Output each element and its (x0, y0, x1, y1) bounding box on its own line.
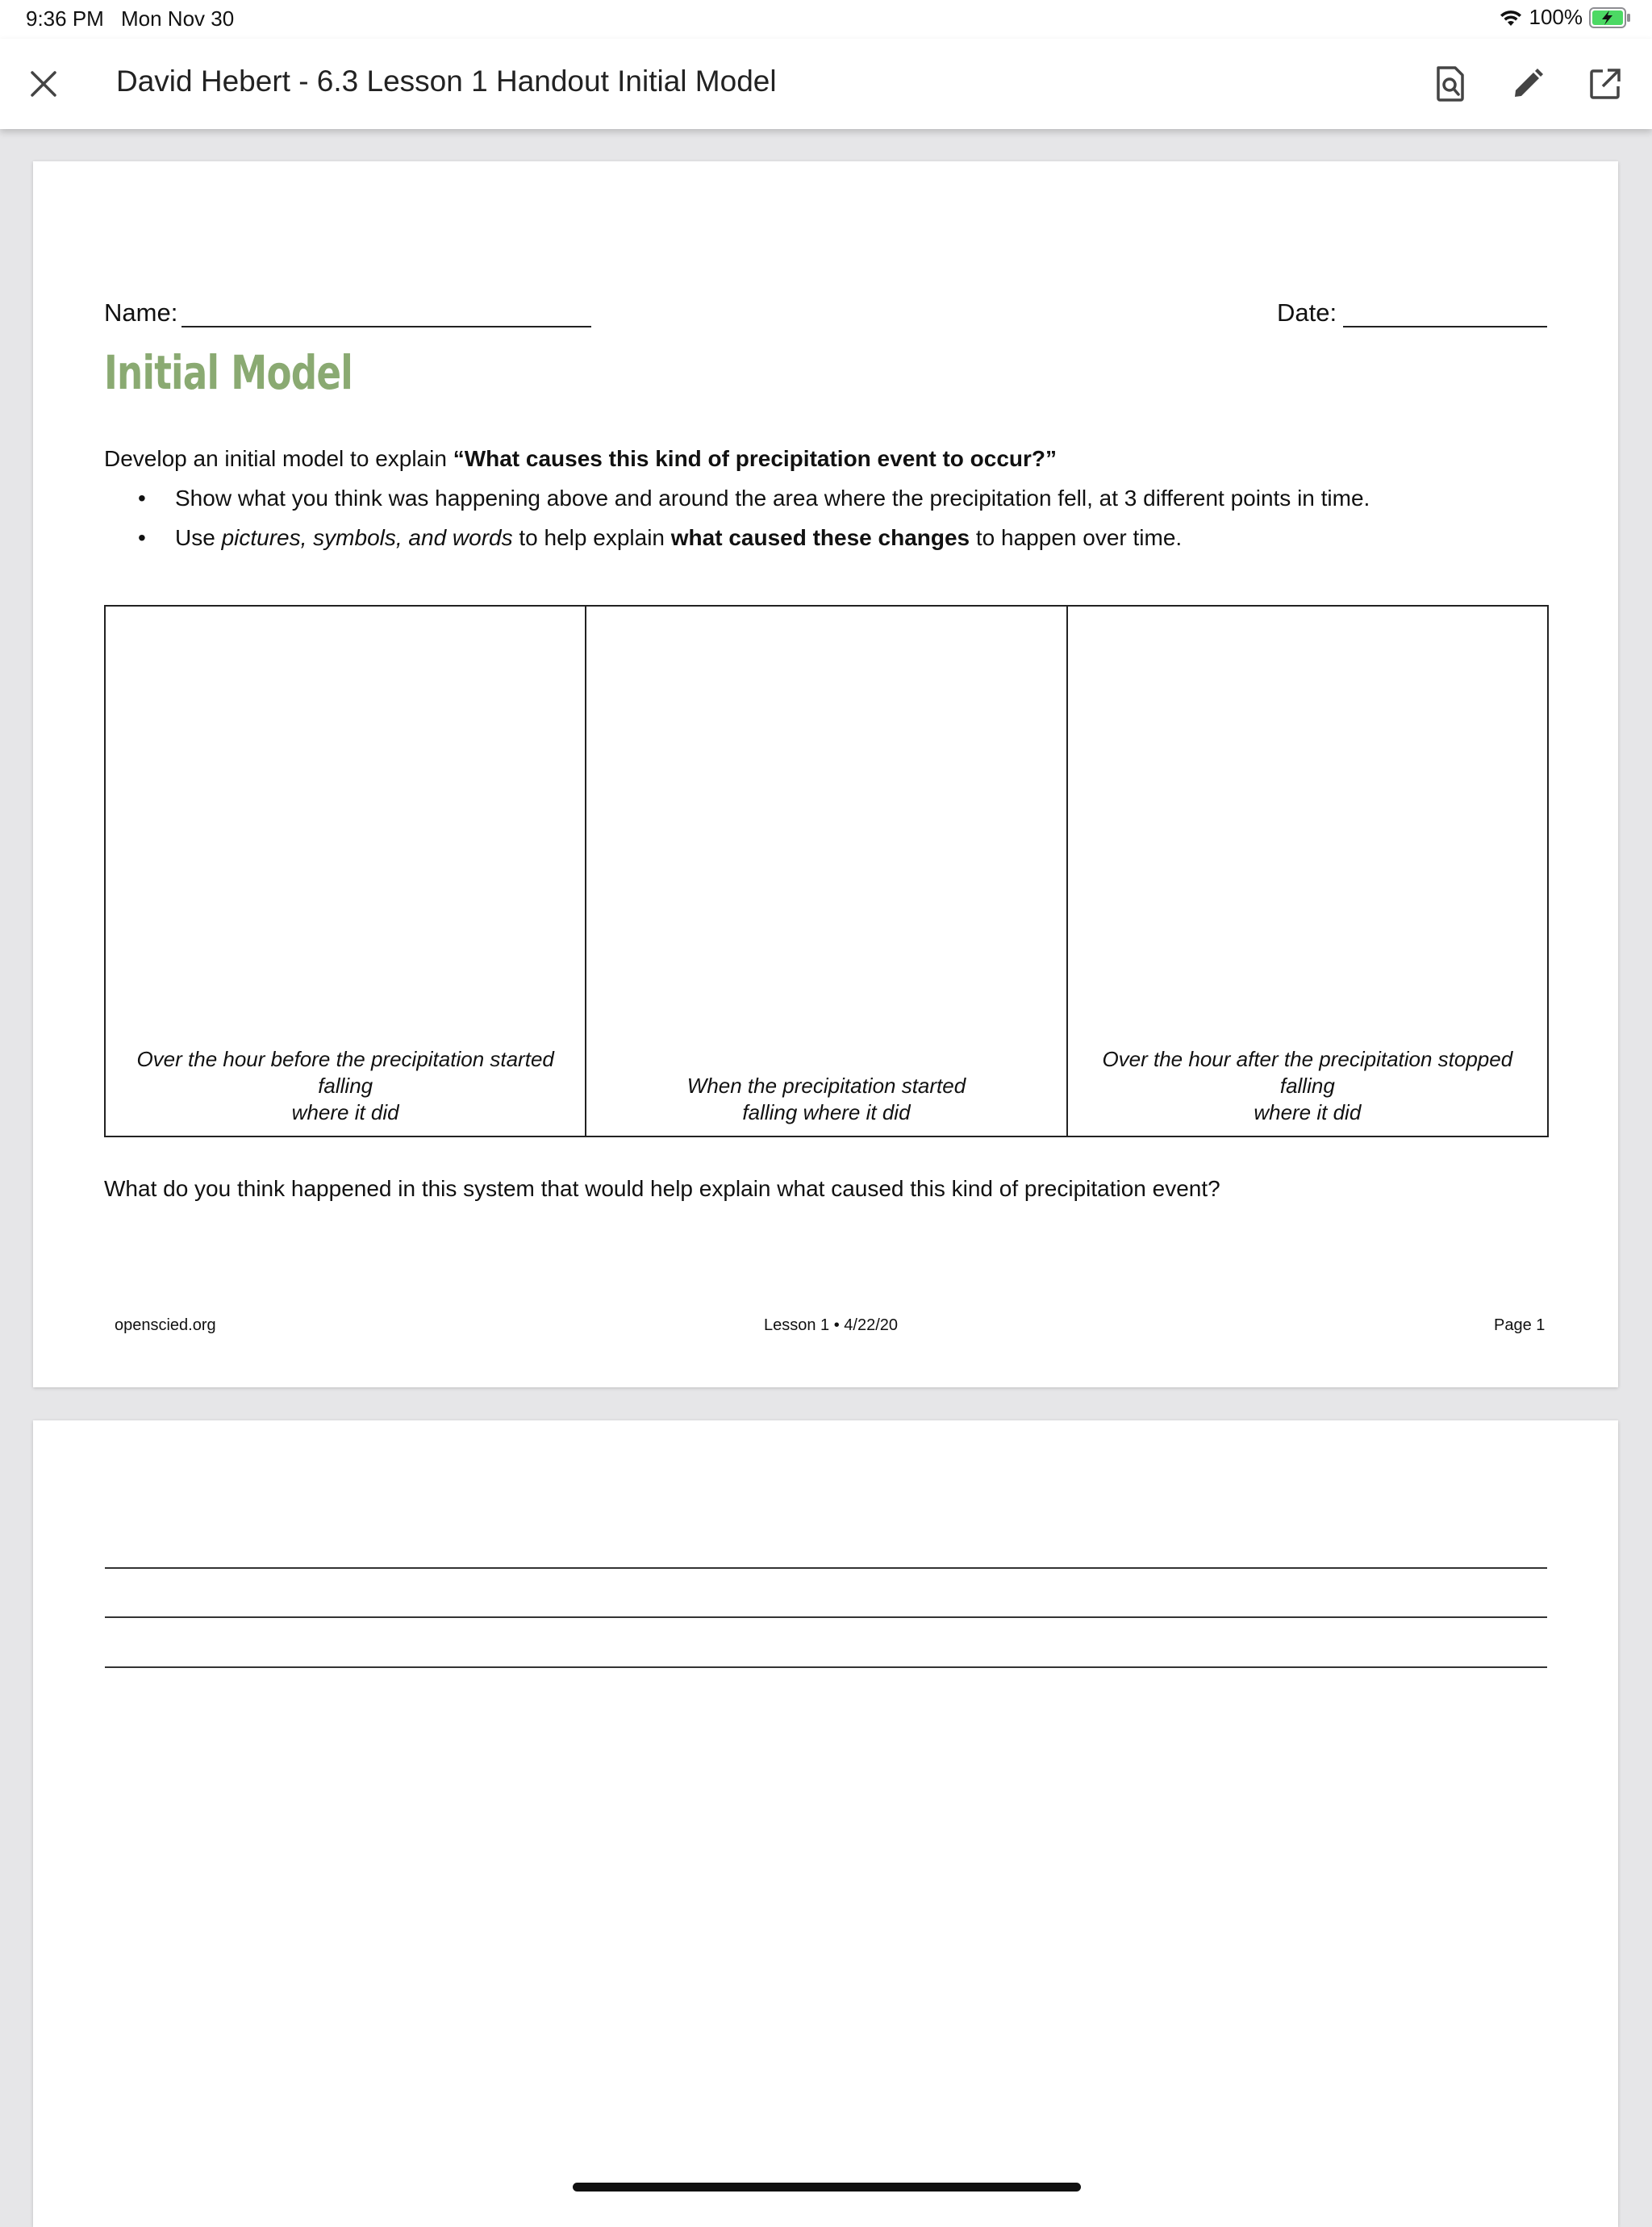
bullet-glyph: • (138, 486, 146, 511)
reflection-question: What do you think happened in this system that would help explain what caused this kind of precipitation event? (104, 1176, 1220, 1201)
bullet-text-part: to happen over time. (970, 525, 1183, 550)
bullet-text: Show what you think was happening above and around the area where the precipitation fell, at 3 different points in time. (175, 486, 1370, 511)
caption-line: falling where it did (742, 1100, 911, 1124)
status-right (1499, 5, 1632, 30)
status-time: 9:36 PM (26, 6, 104, 31)
status-bar (0, 0, 1652, 39)
find-in-document-button[interactable] (1428, 61, 1473, 106)
bullet-glyph: • (138, 525, 146, 550)
intro-text (104, 446, 1057, 472)
footer-lesson: Lesson 1 • 4/22/20 (764, 1316, 899, 1334)
bullet-text-bold: what caused these changes (670, 525, 970, 550)
caption-line: Over the hour after the precipitation stopped falling (1102, 1047, 1513, 1098)
open-in-new-icon (1589, 68, 1621, 100)
document-title: David Hebert - 6.3 Lesson 1 Handout Initial Model (116, 65, 777, 98)
answer-line (105, 1567, 1547, 1569)
panel-caption (1073, 1046, 1542, 1126)
app-bar (0, 39, 1652, 129)
close-button[interactable] (23, 63, 65, 105)
close-icon (30, 70, 57, 98)
caption-line: where it did (1254, 1100, 1362, 1124)
name-blank-line (181, 326, 591, 327)
answer-line (105, 1666, 1547, 1668)
find-in-page-icon (1434, 65, 1466, 102)
battery-charging-icon (1589, 7, 1631, 28)
caption-line: Over the hour before the precipitation started falling (136, 1047, 554, 1098)
name-label: Name: (104, 298, 178, 327)
home-indicator[interactable] (573, 2183, 1081, 2192)
caption-line: where it did (291, 1100, 399, 1124)
footer-site: openscied.org (115, 1316, 216, 1334)
wifi-icon (1499, 8, 1523, 27)
edit-pencil-icon (1512, 68, 1544, 100)
answer-line (105, 1616, 1547, 1618)
date-label: Date: (1277, 298, 1337, 327)
intro-prefix: Develop an initial model to explain (104, 446, 453, 471)
model-panels-table (104, 605, 1549, 1137)
model-panel-during (586, 607, 1067, 1136)
panel-caption (591, 1073, 1061, 1126)
handout-title: Initial Model (104, 345, 353, 400)
bullet-text-part: to help explain (512, 525, 671, 550)
list-item (104, 484, 1370, 523)
open-in-new-button[interactable] (1583, 61, 1628, 106)
document-page-1[interactable] (33, 161, 1618, 1387)
model-panel-before (106, 607, 586, 1136)
document-page-2[interactable] (33, 1420, 1618, 2227)
model-panel-after (1068, 607, 1547, 1136)
list-item (104, 523, 1370, 563)
bullet-text-part: Use (175, 525, 222, 550)
battery-percent: 100% (1529, 5, 1583, 29)
bullet-text-italic: pictures, symbols, and words (221, 525, 513, 550)
caption-line: When the precipitation started (686, 1074, 966, 1098)
date-blank-line (1343, 326, 1547, 327)
footer-page-number: Page 1 (1494, 1316, 1546, 1334)
panel-caption (111, 1046, 580, 1126)
instruction-list (104, 484, 1370, 563)
intro-question: “What causes this kind of precipitation event to occur?” (453, 446, 1058, 471)
edit-button[interactable] (1505, 61, 1550, 106)
status-date: Mon Nov 30 (121, 6, 235, 31)
